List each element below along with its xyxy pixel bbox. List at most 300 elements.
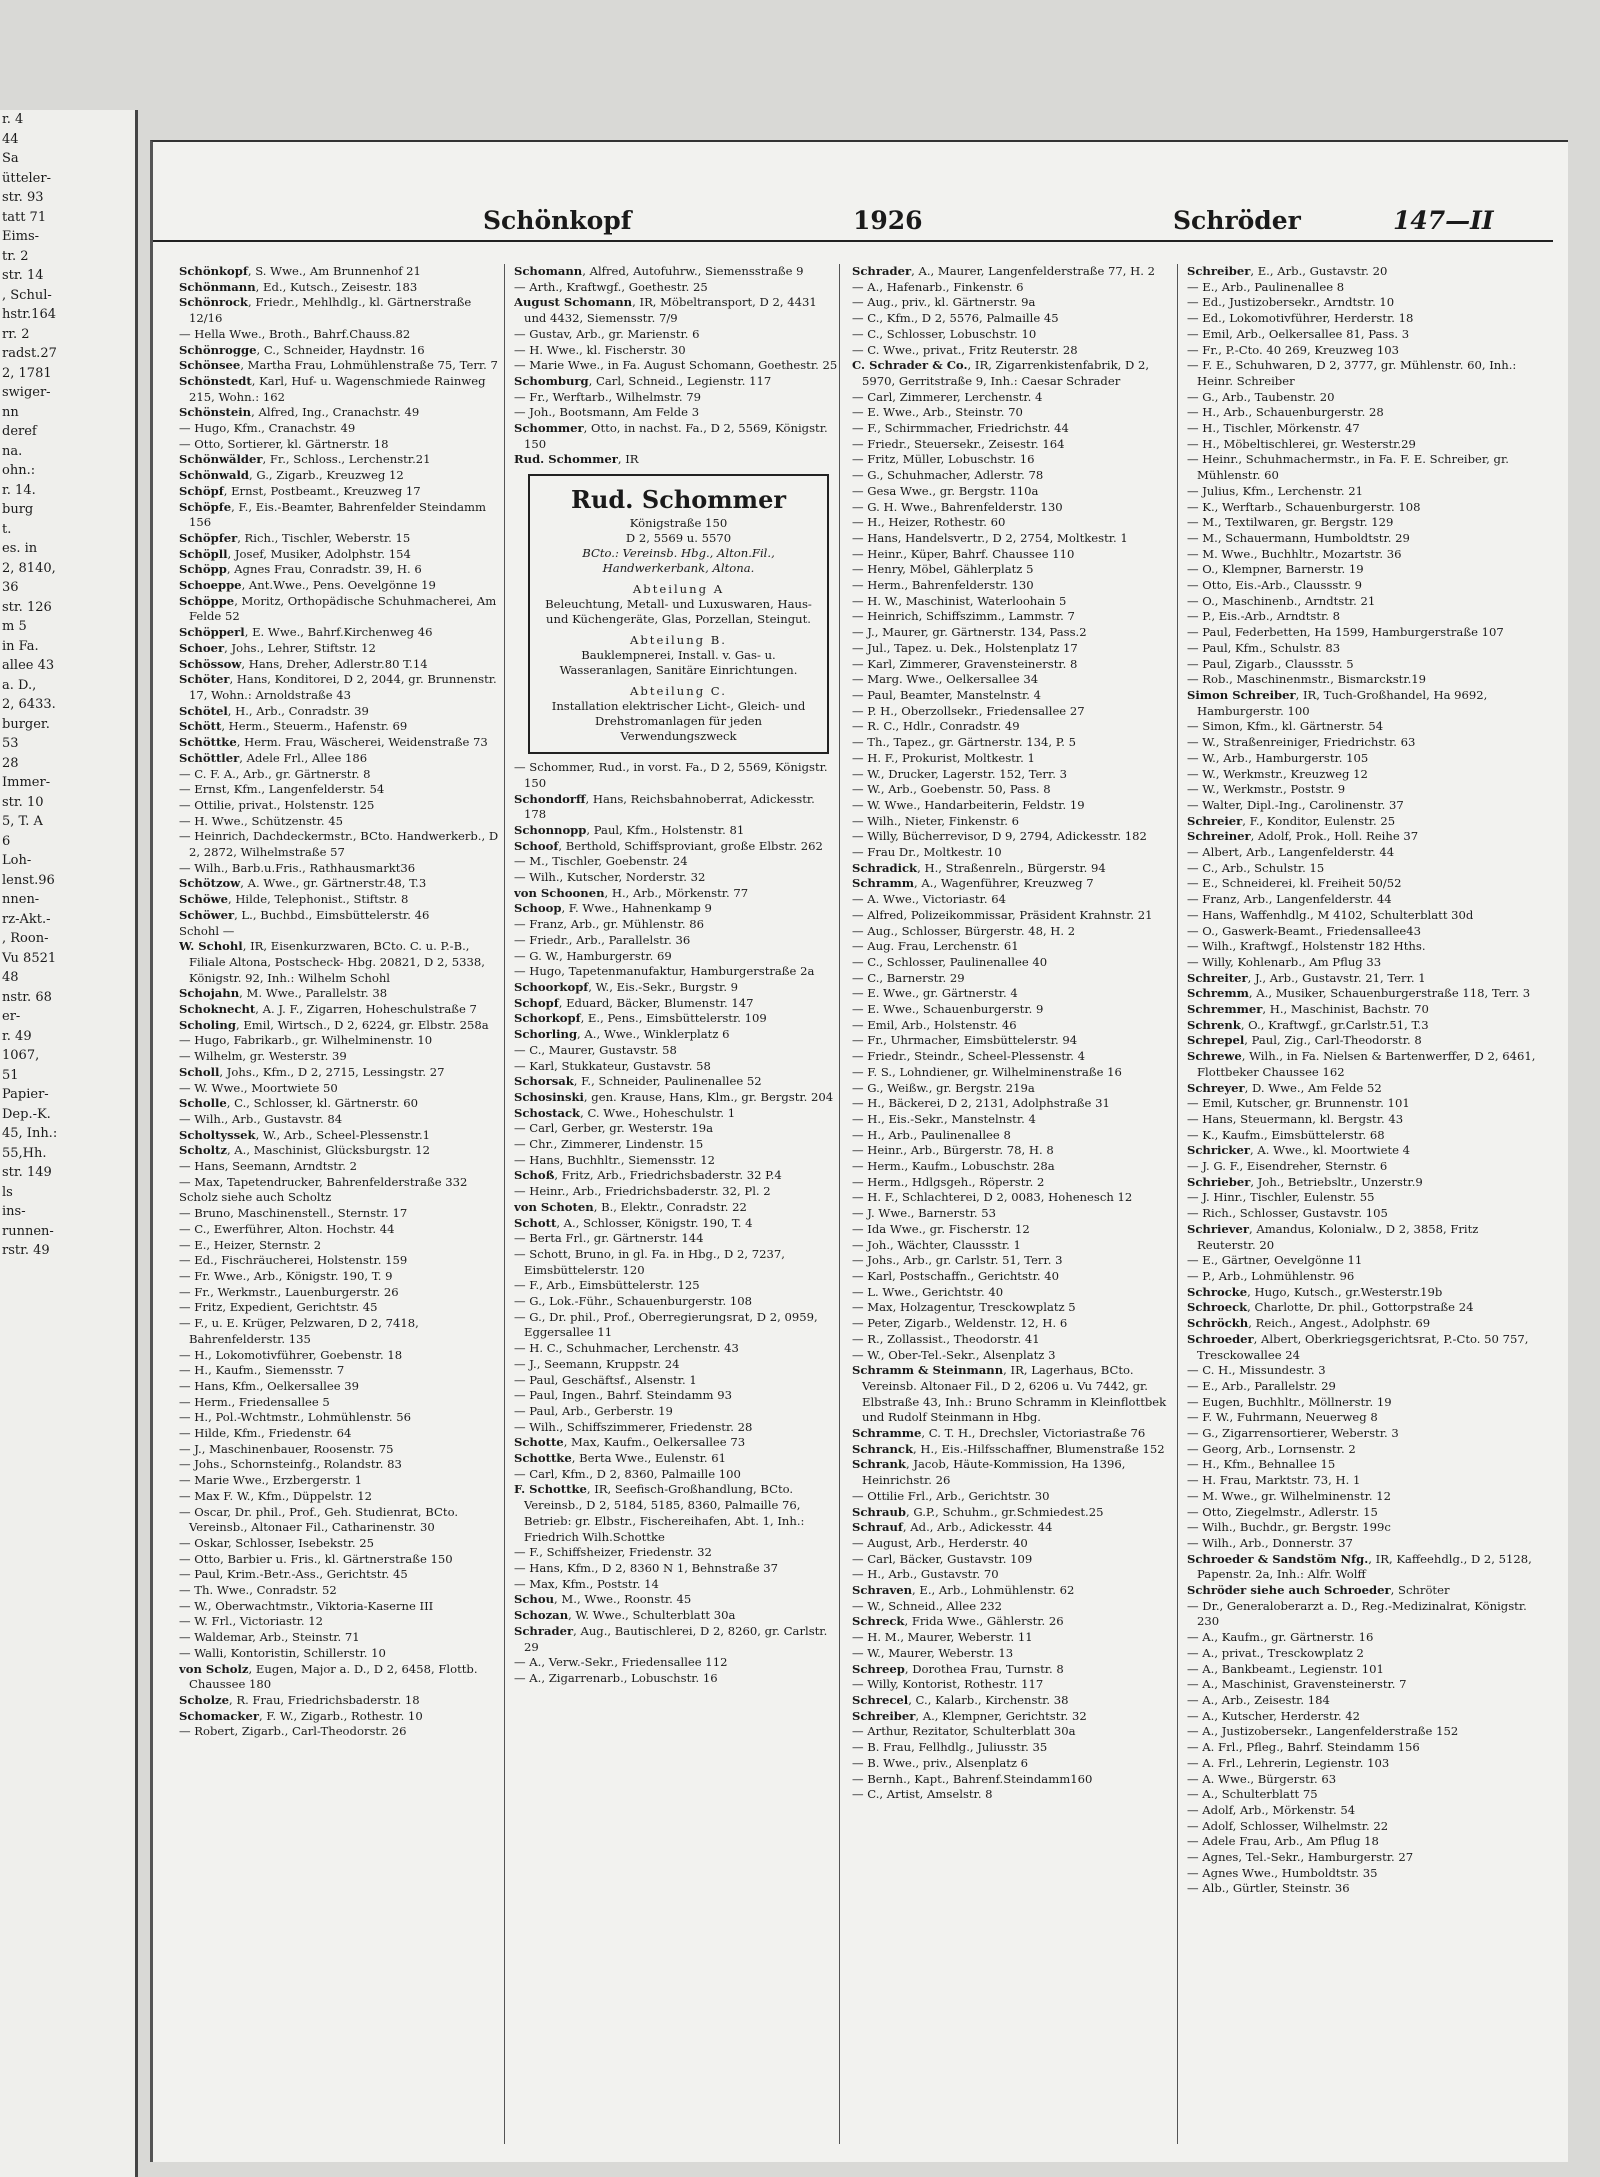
directory-entry: Schönkopf, S. Wwe., Am Brunnenhof 21 (179, 264, 421, 278)
directory-entry: — G., Schuhmacher, Adlerstr. 78 (852, 468, 1044, 483)
directory-entry: Schommer, Otto, in nachst. Fa., D 2, 5569, Königstr. 150 (514, 421, 828, 451)
directory-entry: — B. Wwe., priv., Alsenplatz 6 (852, 1755, 1029, 1770)
directory-entry: — H. W., Maschinist, Waterloohain 5 (852, 593, 1067, 608)
directory-entry: — Ed., Justizobersekr., Arndtstr. 10 (1187, 295, 1395, 310)
directory-entry: Schröckh, Reich., Angest., Adolphstr. 69 (1187, 1316, 1431, 1331)
directory-entry: Schrieber, Joh., Betriebsltr., Unzerstr.9 (1187, 1174, 1423, 1189)
directory-entry: Scholing, Emil, Wirtsch., D 2, 6224, gr. Elbstr. 258a (179, 1017, 489, 1032)
directory-entry: — E., Arb., Parallelstr. 29 (1187, 1378, 1336, 1393)
previous-page-fragment: 51 (2, 1067, 19, 1083)
directory-entry: von Schoten, B., Elektr., Conradstr. 22 (514, 1199, 747, 1214)
directory-entry: — J. Hinr., Tischler, Eulenstr. 55 (1187, 1190, 1375, 1205)
directory-entry: — Paul, Federbetten, Ha 1599, Hamburgerstraße 107 (1187, 625, 1504, 640)
directory-entry: — F., Schiffsheizer, Friedenstr. 32 (514, 1545, 712, 1560)
directory-entry: Schricker, A. Wwe., kl. Moortwiete 4 (1187, 1143, 1411, 1158)
directory-entry: Schrank, Jacob, Häute-Kommission, Ha 1396, Heinrichstr. 26 (852, 1457, 1126, 1488)
directory-entry: — Carl, Kfm., D 2, 8360, Palmaille 100 (514, 1466, 741, 1481)
column-2-entries-top (514, 264, 839, 468)
directory-entry: — F. W., Fuhrmann, Neuerweg 8 (1187, 1410, 1378, 1425)
previous-page-fragment: rstr. 49 (2, 1243, 50, 1258)
directory-entry: Schotte, Max, Kaufm., Oelkersallee 73 (514, 1435, 746, 1450)
directory-entry: — M. Wwe., Buchhltr., Mozartstr. 36 (1187, 546, 1402, 561)
directory-entry: Schrewe, Wilh., in Fa. Nielsen & Bartenwerffer, D 2, 6461, Flottbeker Chaussee 162 (1187, 1049, 1536, 1079)
directory-entry: — H., Bäckerei, D 2, 2131, Adolphstraße 31 (852, 1096, 1110, 1111)
directory-entry: Schojahn, M. Wwe., Parallelstr. 38 (179, 986, 388, 1001)
directory-entry: Schrader, A., Maurer, Langenfelderstraße 77, H. 2 (852, 264, 1156, 278)
previous-page-fragment: swiger- (2, 385, 51, 400)
directory-entry: Schremmer, H., Maschinist, Bachstr. 70 (1187, 1002, 1429, 1017)
directory-entry: — Karl, Stukkateur, Gustavstr. 58 (514, 1058, 711, 1073)
directory-entry: — Albert, Arb., Langenfelderstr. 44 (1187, 845, 1395, 860)
directory-entry: — Hans, Handelsvertr., D 2, 2754, Moltkestr. 1 (852, 530, 1128, 545)
directory-entry: — H. F., Schlachterei, D 2, 0083, Hohenesch 12 (852, 1190, 1133, 1205)
previous-page-fragment: 45, Inh.: (2, 1126, 58, 1141)
directory-entry: Schou, M., Wwe., Roonstr. 45 (514, 1592, 692, 1607)
directory-entry: Schoorkopf, W., Eis.-Sekr., Burgstr. 9 (514, 979, 739, 994)
page-number: 147—II (1393, 206, 1494, 235)
directory-entry: — Max, Holzagentur, Tresckowplatz 5 (852, 1300, 1076, 1315)
directory-entry: — Hugo, Tapetenmanufaktur, Hamburgerstraße 2a (514, 964, 815, 979)
directory-entry: Schozan, W. Wwe., Schulterblatt 30a (514, 1608, 736, 1623)
directory-entry: — Max, Tapetendrucker, Bahrenfelderstraße 332 (179, 1174, 468, 1189)
previous-page-fragment: rz-Akt.- (2, 911, 51, 927)
directory-entry: — Schommer, Rud., in vorst. Fa., D 2, 5569, Königstr. 150 (514, 760, 828, 790)
directory-entry: — F., Arb., Eimsbüttelerstr. 125 (514, 1278, 700, 1293)
directory-entry: — H., Arb., Paulinenallee 8 (852, 1127, 1011, 1142)
directory-entry: — Paul, Beamter, Manstelnstr. 4 (852, 687, 1041, 702)
directory-entry: — Hans, Buchhltr., Siemensstr. 12 (514, 1152, 715, 1167)
directory-entry: — A. Wwe., Bürgerstr. 63 (1187, 1771, 1337, 1786)
previous-page-fragment: deref (2, 424, 37, 439)
directory-entry: — Agnes Wwe., Humboldtstr. 35 (1187, 1865, 1378, 1880)
previous-page-fragment: Sa (2, 151, 19, 166)
directory-entry: Schöpf, Ernst, Postbeamt., Kreuzweg 17 (179, 483, 421, 498)
directory-entry: — Marie Wwe., Erzbergerstr. 1 (179, 1473, 363, 1488)
previous-page-fragment: Dep.-K. (2, 1106, 51, 1122)
previous-page-fragment: r. 4 (2, 112, 24, 127)
directory-entry: — Otto, Ziegelmstr., Adlerstr. 15 (1187, 1504, 1378, 1519)
directory-entry: — Wilh., Barb.u.Fris., Rathhausmarkt36 (179, 860, 416, 875)
directory-entry: Schrader, Aug., Bautischlerei, D 2, 8260, gr. Carlstr. 29 (514, 1623, 828, 1654)
directory-entry: — H., Arb., Schauenburgerstr. 28 (1187, 405, 1384, 420)
directory-entry: — Chr., Zimmerer, Lindenstr. 15 (514, 1137, 704, 1152)
directory-entry: Schopf, Eduard, Bäcker, Blumenstr. 147 (514, 995, 754, 1010)
directory-entry: — G., Dr. phil., Prof., Oberregierungsrat, D 2, 0959, Eggersallee 11 (514, 1309, 818, 1340)
directory-entry: — Marg. Wwe., Oelkersallee 34 (852, 672, 1039, 687)
previous-page-fragment: str. 14 (2, 268, 44, 283)
column-2-entries-bottom (514, 760, 839, 1686)
directory-entry: — Carl, Bäcker, Gustavstr. 109 (852, 1551, 1033, 1566)
directory-entry: — F., u. E. Krüger, Pelzwaren, D 2, 7418, Bahrenfelderstr. 135 (179, 1316, 419, 1346)
directory-entry: — W., Arb., Goebenstr. 50, Pass. 8 (852, 782, 1051, 797)
directory-entry: — Bruno, Maschinenstell., Sternstr. 17 (179, 1206, 408, 1221)
directory-entry: — Alfred, Polizeikommissar, Präsident Krahnstr. 21 (852, 907, 1153, 922)
previous-page-fragment: lenst.96 (2, 872, 55, 888)
previous-page-fragment: burger. (2, 716, 50, 732)
directory-entry: Schoeppe, Ant.Wwe., Pens. Oevelgönne 19 (179, 578, 436, 593)
directory-entry: Schondorff, Hans, Reichsbahnoberrat, Adickesstr. 178 (514, 791, 815, 822)
directory-entry: — Herm., Bahrenfelderstr. 130 (852, 578, 1034, 593)
directory-entry: Schrecel, C., Kalarb., Kirchenstr. 38 (852, 1692, 1069, 1707)
directory-entry: — W., Straßenreiniger, Friedrichstr. 63 (1187, 735, 1416, 750)
directory-entry: — C., Maurer, Gustavstr. 58 (514, 1042, 677, 1057)
directory-entry: — H., Tischler, Mörkenstr. 47 (1187, 421, 1360, 436)
directory-entry: — Aug. Frau, Lerchenstr. 61 (852, 939, 1019, 954)
previous-page-fragment: in Fa. (2, 638, 39, 654)
directory-entry: — Henry, Möbel, Gählerplatz 5 (852, 562, 1034, 577)
directory-entry: Schrepel, Paul, Zig., Carl-Theodorstr. 8 (1187, 1033, 1422, 1048)
previous-page-fragment: , Roon- (2, 931, 49, 946)
directory-entry: Schreiber, E., Arb., Gustavstr. 20 (1187, 264, 1388, 278)
directory-entry: Schroeck, Charlotte, Dr. phil., Gottorpstraße 24 (1187, 1300, 1474, 1315)
directory-entry: — August, Arb., Herderstr. 40 (852, 1535, 1028, 1550)
directory-entry: — Emil, Arb., Oelkersallee 81, Pass. 3 (1187, 326, 1410, 341)
previous-page-fragment: 2, 1781 (2, 365, 52, 381)
column-4 (1187, 264, 1537, 2144)
directory-entry: — H., Pol.-Wchtmstr., Lohmühlenstr. 56 (179, 1410, 412, 1425)
directory-entry: Schreiber, A., Klempner, Gerichtstr. 32 (852, 1708, 1087, 1723)
directory-entry: Schokneсht, A. J. F., Zigarren, Hoheschulstraße 7 (179, 1002, 477, 1017)
directory-entry: Schönsee, Martha Frau, Lohmühlenstraße 75, Terr. 7 (179, 358, 498, 373)
directory-entry: — Fr., Werftarb., Wilhelmstr. 79 (514, 389, 702, 404)
directory-entry: — A., Bankbeamt., Legienstr. 101 (1187, 1661, 1384, 1676)
directory-entry: — W., Arb., Hamburgerstr. 105 (1187, 750, 1369, 765)
directory-entry: Rud. Schommer, IR (514, 452, 639, 467)
directory-entry: — Willy, Kontorist, Rothestr. 117 (852, 1677, 1044, 1692)
directory-entry: Schötel, H., Arb., Conradstr. 39 (179, 703, 369, 718)
directory-entry: Schreiner, Adolf, Prok., Holl. Reihe 37 (1187, 829, 1419, 844)
directory-entry: Schöppe, Moritz, Orthopädische Schuhmacherei, Am Felde 52 (179, 593, 497, 624)
previous-page-fragment: 44 (2, 131, 19, 147)
directory-entry: Scholz siehe auch Scholtz (179, 1190, 332, 1205)
directory-entry: Schorkopf, E., Pens., Eimsbüttelerstr. 109 (514, 1011, 767, 1026)
directory-entry: Schramme, C. T. H., Drechsler, Victoriastraße 76 (852, 1426, 1146, 1441)
previous-page-fragment: str. 10 (2, 794, 44, 810)
directory-entry: — C. H., Missundestr. 3 (1187, 1363, 1326, 1378)
directory-entry: — Eugen, Buchhltr., Möllnerstr. 19 (1187, 1394, 1392, 1409)
directory-entry: — H. M., Maurer, Weberstr. 11 (852, 1630, 1033, 1645)
header-year: 1926 (853, 206, 923, 235)
previous-page-fragment: 2, 6433. (2, 697, 56, 712)
directory-entry: — Hans, Steuermann, kl. Bergstr. 43 (1187, 1111, 1404, 1126)
directory-entry: — Heinr., Arb., Friedrichsbaderstr. 32, Pl. 2 (514, 1184, 771, 1199)
previous-page-fragment: 5, T. A (2, 814, 43, 829)
directory-entry: — Georg, Arb., Lornsenstr. 2 (1187, 1441, 1356, 1456)
directory-entry: — F. S., Lohndiener, gr. Wilhelminenstraße 16 (852, 1064, 1122, 1079)
directory-entry: Schreyer, D. Wwe., Am Felde 52 (1187, 1080, 1382, 1095)
directory-entry: — Max F. W., Kfm., Düppelstr. 12 (179, 1488, 373, 1503)
directory-entry: Schött, Herm., Steuerm., Hafenstr. 69 (179, 719, 408, 734)
directory-entry: Schötzow, A. Wwe., gr. Gärtnerstr.48, T.3 (179, 876, 427, 891)
previous-page-fragment: a. D., (2, 677, 37, 693)
directory-entry: — Willy, Bücherrevisor, D 9, 2794, Adickesstr. 182 (852, 829, 1147, 844)
directory-entry: Schoer, Johs., Lehrer, Stiftstr. 12 (179, 640, 376, 655)
header-last-name: Schröder (1173, 206, 1301, 235)
previous-page-fragment: tr. 2 (2, 248, 29, 264)
directory-entry: Schroeder & Sandstöm Nfg., IR, Kaffeehdlg., D 2, 5128, Papenstr. 2a, Inh.: Alfr. Wolff (1187, 1551, 1532, 1582)
directory-entry: — Paul, Arb., Gerberstr. 19 (514, 1403, 673, 1418)
directory-entry: — Joh., Bootsmann, Am Felde 3 (514, 405, 700, 420)
directory-entry: — W., Maurer, Weberstr. 13 (852, 1645, 1014, 1660)
directory-entry: Schröder siehe auch Schroeder, Schröter (1187, 1583, 1450, 1598)
directory-page (150, 140, 1568, 2162)
directory-entry: Scholtz, A., Maschinist, Glücksburgstr. 12 (179, 1143, 431, 1158)
directory-entry: — H. Wwe., kl. Fischerstr. 30 (514, 342, 686, 357)
directory-entry: — A., Maschinist, Gravensteinerstr. 7 (1187, 1677, 1407, 1692)
directory-entry: — G., Zigarrensortierer, Weberstr. 3 (1187, 1426, 1399, 1441)
directory-entry: — C., Artist, Amselstr. 8 (852, 1787, 993, 1802)
directory-entry: — Wilh., Schiffszimmerer, Friedenstr. 28 (514, 1419, 753, 1434)
directory-entry: — Hans, Waffenhdlg., M 4102, Schulterblatt 30d (1187, 907, 1474, 922)
directory-entry: — Ed., Fischräucherei, Holstenstr. 159 (179, 1253, 408, 1268)
directory-entry: — Herm., Kaufm., Lobuschstr. 28a (852, 1159, 1055, 1174)
directory-entry: — M., Schauermann, Humboldtstr. 29 (1187, 530, 1410, 545)
column-1 (179, 264, 505, 2144)
directory-entry: — Jul., Tapez. u. Dek., Holstenplatz 17 (852, 640, 1078, 655)
directory-entry: — Schott, Bruno, in gl. Fa. in Hbg., D 2, 7237, Eimsbüttelerstr. 120 (514, 1246, 785, 1277)
directory-entry: — Fr. Wwe., Arb., Königstr. 190, T. 9 (179, 1269, 393, 1283)
directory-entry: — H. C., Schuhmacher, Lerchenstr. 43 (514, 1341, 739, 1356)
directory-entry: Schoop, F. Wwe., Hahnenkamp 9 (514, 901, 712, 916)
directory-entry: — Joh., Wächter, Claussstr. 1 (852, 1237, 1021, 1252)
directory-entry: — Franz, Arb., gr. Mühlenstr. 86 (514, 917, 705, 932)
directory-entry: — M., Textilwaren, gr. Bergstr. 129 (1187, 515, 1394, 530)
directory-entry: — W., Schneid., Allee 232 (852, 1598, 1002, 1613)
directory-entry: Schöwer, L., Buchbd., Eimsbüttelerstr. 46 (179, 907, 430, 922)
directory-entry: Schranck, H., Eis.-Hilfsschaffner, Blumenstraße 152 (852, 1441, 1165, 1456)
directory-entry: — Max, Kfm., Poststr. 14 (514, 1576, 659, 1591)
directory-entry: — A., Kaufm., gr. Gärtnerstr. 16 (1187, 1630, 1374, 1645)
directory-entry: — G. W., Hamburgerstr. 69 (514, 948, 672, 963)
directory-entry: Schosinski, gen. Krause, Hans, Klm., gr. Bergstr. 204 (514, 1089, 834, 1104)
directory-entry: — H., Möbeltischlerei, gr. Westerstr.29 (1187, 436, 1416, 451)
directory-entry: — W. Frl., Victoriastr. 12 (179, 1614, 324, 1629)
directory-entry: — C., Schlosser, Lobuschstr. 10 (852, 326, 1037, 341)
directory-entry: — Oscar, Dr. phil., Prof., Geh. Studienrat, BCto. Vereinsb., Altonaer Fil., Catharinenstr. 30 (179, 1504, 459, 1535)
directory-entry: — Friedr., Steuersekr., Zeisestr. 164 (852, 436, 1065, 451)
previous-page-fragment: m 5 (2, 619, 27, 634)
directory-entry: — Ed., Lokomotivführer, Herderstr. 18 (1187, 311, 1414, 326)
previous-page-fragment: nn (2, 404, 19, 420)
directory-entry: Schremm, A., Musiker, Schauenburgerstraße 118, Terr. 3 (1187, 986, 1531, 1001)
column-3 (852, 264, 1178, 2144)
directory-entry: — Berta Frl., gr. Gärtnerstr. 144 (514, 1231, 704, 1246)
directory-entry: Schössow, Hans, Dreher, Adlerstr.80 T.14 (179, 656, 428, 671)
directory-entry: Schönwald, G., Zigarb., Kreuzweg 12 (179, 468, 404, 483)
previous-page-fragment: , Schul- (2, 287, 52, 303)
directory-entry: — Marie Wwe., in Fa. August Schomann, Goethestr. 25 (514, 358, 838, 373)
directory-entry: — Fr., Werkmstr., Lauenburgerstr. 26 (179, 1284, 399, 1299)
directory-entry: — Paul, Krim.-Betr.-Ass., Gerichtstr. 45 (179, 1567, 408, 1582)
directory-entry: — Adolf, Arb., Mörkenstr. 54 (1187, 1802, 1356, 1817)
directory-entry: — Karl, Postschaffn., Gerichtstr. 40 (852, 1269, 1059, 1283)
directory-entry: — P. H., Oberzollsekr., Friedensallee 27 (852, 703, 1085, 718)
directory-entry: — A., Hafenarb., Finkenstr. 6 (852, 279, 1024, 294)
previous-page-fragment: str. 126 (2, 599, 52, 615)
directory-entry: — Ottilie, privat., Holstenstr. 125 (179, 797, 375, 812)
directory-entry: — E., Heizer, Sternstr. 2 (179, 1237, 322, 1252)
directory-entry: — Fr., P.-Cto. 40 269, Kreuzweg 103 (1187, 342, 1399, 357)
directory-entry: Schomacker, F. W., Zigarb., Rothestr. 10 (179, 1708, 423, 1723)
directory-entry: — J., Maurer, gr. Gärtnerstr. 134, Pass.2 (852, 625, 1087, 640)
previous-page-fragment: burg (2, 502, 34, 517)
directory-entry: — W., Werkmstr., Kreuzweg 12 (1187, 766, 1368, 781)
directory-entry: Schorsak, F., Schneider, Paulinenallee 52 (514, 1074, 762, 1089)
ad-section-a-title: Abteilung A (632, 582, 725, 597)
directory-entry: — E., Arb., Paulinenallee 8 (1187, 279, 1345, 294)
directory-entry: — Fritz, Expedient, Gerichtstr. 45 (179, 1300, 378, 1315)
directory-entry: — Herm., Friedensallee 5 (179, 1394, 330, 1409)
directory-entry: Schöpfe, F., Eis.-Beamter, Bahrenfelder Steindamm 156 (179, 499, 487, 530)
directory-entry: — Alb., Gürtler, Steinstr. 36 (1187, 1881, 1350, 1896)
directory-entry: — W. Wwe., Handarbeiterin, Feldstr. 19 (852, 797, 1085, 812)
directory-entry: — J., Seemann, Kruppstr. 24 (514, 1356, 680, 1371)
directory-entry: — P., Eis.-Arb., Arndtstr. 8 (1187, 609, 1340, 624)
directory-entry: — Franz, Arb., Langenfelderstr. 44 (1187, 892, 1392, 907)
ad-section-c-title: Abteilung C. (630, 684, 727, 699)
ad-title: Rud. Schommer (571, 485, 786, 515)
directory-entry: — A., Zigarrenarb., Lobuschstr. 16 (514, 1670, 718, 1685)
previous-page-fragment: es. in (2, 541, 38, 556)
directory-entry: — Hugo, Fabrikarb., gr. Wilhelminenstr. 10 (179, 1033, 433, 1048)
directory-entry: — H. F., Prokurist, Moltkestr. 1 (852, 750, 1035, 765)
previous-page-fragment: r. 49 (2, 1028, 32, 1044)
directory-entry: — A., Justizobersekr., Langenfelderstraße 152 (1187, 1724, 1459, 1739)
directory-entry: Schradick, H., Straßenreln., Bürgerstr. 94 (852, 860, 1106, 875)
directory-entry: — K., Kaufm., Eimsbüttelerstr. 68 (1187, 1127, 1385, 1142)
directory-entry: — Paul, Ingen., Bahrf. Steindamm 93 (514, 1388, 732, 1403)
directory-entry: — Wilh., Arb., Donnerstr. 37 (1187, 1535, 1353, 1550)
previous-page-fragment: rr. 2 (2, 326, 30, 342)
directory-entry: Schöttke, Herm. Frau, Wäscherei, Weidenstraße 73 (179, 735, 488, 750)
page-header (153, 200, 1553, 242)
directory-entry: — P., Arb., Lohmühlenstr. 96 (1187, 1269, 1355, 1283)
directory-entry: Schrauf, Ad., Arb., Adickesstr. 44 (852, 1520, 1053, 1535)
directory-entry: Schrenk, O., Kraftwgf., gr.Carlstr.51, T.3 (1187, 1017, 1429, 1032)
directory-entry: Schöpfer, Rich., Tischler, Weberstr. 15 (179, 530, 411, 545)
directory-entry: Schomburg, Carl, Schneid., Legienstr. 117 (514, 373, 772, 388)
directory-entry: Schoß, Fritz, Arb., Friedrichsbaderstr. 32 P.4 (514, 1168, 782, 1183)
directory-entry: Schott, A., Schlosser, Königstr. 190, T. 4 (514, 1215, 753, 1230)
directory-entry: August Schomann, IR, Möbeltransport, D 2, 4431 und 4432, Siemensstr. 7/9 (514, 295, 817, 326)
directory-entry: — Th., Tapez., gr. Gärtnerstr. 134, P. 5 (852, 735, 1076, 750)
directory-entry: — Aug., Schlosser, Bürgerstr. 48, H. 2 (852, 923, 1076, 938)
previous-page-fragment: str. 93 (2, 190, 44, 205)
directory-entry: — A. Wwe., Victoriastr. 64 (852, 892, 1006, 907)
directory-entry: — Emil, Kutscher, gr. Brunnenstr. 101 (1187, 1096, 1410, 1111)
directory-entry: — C. Wwe., privat., Fritz Reuterstr. 28 (852, 342, 1078, 357)
previous-page-fragment: 1067, (2, 1048, 40, 1063)
directory-entry: — Heinr., Schuhmachermstr., in Fa. F. E. Schreiber, gr. Mühlenstr. 60 (1187, 452, 1509, 483)
directory-entry: — C., Barnerstr. 29 (852, 970, 965, 985)
directory-entry: — Dr., Generaloberarzt a. D., Reg.-Medizinalrat, Königstr. 230 (1187, 1598, 1527, 1629)
directory-entry: Schraven, E., Arb., Lohmühlenstr. 62 (852, 1583, 1075, 1598)
directory-entry: — M. Wwe., gr. Wilhelminenstr. 12 (1187, 1488, 1391, 1503)
directory-entry: — H., Arb., Gustavstr. 70 (852, 1567, 999, 1582)
directory-entry: — Aug., priv., kl. Gärtnerstr. 9a (852, 295, 1036, 310)
directory-entry: — Otto, Barbier u. Fris., kl. Gärtnerstraße 150 (179, 1551, 453, 1566)
directory-entry: W. Schohl, IR, Eisenkurzwaren, BCto. C. u. P.-B., Filiale Altona, Postscheck- Hbg. 20821, D 2, 5338, Königstr. 92, Inh.: Wilhelm Schohl (179, 939, 485, 985)
directory-entry: Schöpll, Josef, Musiker, Adolphstr. 154 (179, 546, 411, 561)
directory-entry: — Ida Wwe., gr. Fischerstr. 12 (852, 1221, 1030, 1236)
directory-entry: Schönwälder, Fr., Schloss., Lerchenstr.21 (179, 452, 431, 467)
directory-entry: Schrocke, Hugo, Kutsch., gr.Westerstr.19b (1187, 1284, 1443, 1299)
directory-entry: — W., Ober-Tel.-Sekr., Alsenplatz 3 (852, 1347, 1056, 1362)
ad-section-b-text: Bauklempnerei, Install. v. Gas- u. Wasseranlagen, Sanitäre Einrichtungen. (559, 648, 798, 678)
directory-entry: — E., Schneiderei, kl. Freiheit 50/52 (1187, 876, 1402, 891)
directory-entry: — Otto, Eis.-Arb., Claussstr. 9 (1187, 578, 1363, 593)
directory-entry: — H., Heizer, Rothestr. 60 (852, 515, 1006, 530)
directory-entry: — Robert, Zigarb., Carl-Theodorstr. 26 (179, 1724, 407, 1739)
directory-entry: — Bernh., Kapt., Bahrenf.Steindamm160 (852, 1771, 1093, 1786)
previous-page-fragment: runnen- (2, 1223, 54, 1239)
directory-entry: — Herm., Hdlgsgeh., Röperstr. 2 (852, 1174, 1045, 1189)
directory-entry: — Hugo, Kfm., Cranachstr. 49 (179, 421, 356, 436)
directory-entry: — A., Kutscher, Herderstr. 42 (1187, 1708, 1360, 1723)
entry-columns (179, 264, 1543, 2144)
directory-entry: — G., Arb., Taubenstr. 20 (1187, 389, 1335, 404)
directory-entry: Schönstein, Alfred, Ing., Cranachstr. 49 (179, 405, 420, 420)
directory-entry: — Ottilie Frl., Arb., Gerichtstr. 30 (852, 1488, 1050, 1503)
directory-entry: — H., Kaufm., Siemensstr. 7 (179, 1363, 345, 1378)
directory-entry: Schraub, G.P., Schuhm., gr.Schmiedest.25 (852, 1504, 1104, 1519)
directory-entry: — A., Schulterblatt 75 (1187, 1787, 1318, 1802)
directory-entry: — C., Ewerführer, Alton. Hochstr. 44 (179, 1221, 395, 1236)
directory-entry: — Friedr., Steindr., Scheel-Plessenstr. 4 (852, 1049, 1086, 1064)
directory-entry: Scholle, C., Schlosser, kl. Gärtnerstr. 60 (179, 1096, 419, 1111)
header-first-name: Schönkopf (483, 206, 632, 235)
directory-entry: — J. G. F., Eisendreher, Sternstr. 6 (1187, 1159, 1388, 1174)
directory-entry: — Carl, Zimmerer, Lerchenstr. 4 (852, 389, 1043, 404)
directory-entry: Simon Schreiber, IR, Tuch-Großhandel, Ha 9692, Hamburgerstr. 100 (1187, 687, 1488, 718)
directory-entry: — O., Gaswerk-Beamt., Friedensallee43 (1187, 923, 1422, 938)
directory-entry: Schomann, Alfred, Autofuhrw., Siemensstraße 9 (514, 264, 804, 278)
directory-entry: — Emil, Arb., Holstenstr. 46 (852, 1017, 1017, 1032)
directory-entry: — Hans, Kfm., D 2, 8360 N 1, Behnstraße 37 (514, 1561, 779, 1575)
directory-entry: — Friedr., Arb., Parallelstr. 36 (514, 932, 691, 947)
directory-entry: — R., Zollassist., Theodorstr. 41 (852, 1331, 1040, 1346)
directory-entry: — Adolf, Schlosser, Wilhelmstr. 22 (1187, 1818, 1389, 1833)
directory-entry: — E. Wwe., Arb., Steinstr. 70 (852, 405, 1023, 420)
directory-entry: — Adele Frau, Arb., Am Pflug 18 (1187, 1834, 1379, 1849)
directory-entry: — F. E., Schuhwaren, D 2, 3777, gr. Mühlenstr. 60, Inh.: Heinr. Schreiber (1187, 358, 1517, 388)
directory-entry: Schönmann, Ed., Kutsch., Zeisestr. 183 (179, 279, 418, 294)
directory-entry: — A. Frl., Pfleg., Bahrf. Steindamm 156 (1187, 1740, 1420, 1755)
directory-entry: — H. Frau, Marktstr. 73, H. 1 (1187, 1473, 1361, 1488)
directory-entry: — Waldemar, Arb., Steinstr. 71 (179, 1630, 360, 1645)
directory-entry: — Walli, Kontoristin, Schillerstr. 10 (179, 1645, 386, 1660)
directory-entry: — K., Werftarb., Schauenburgerstr. 108 (1187, 499, 1421, 514)
directory-entry: — O., Maschinenb., Arndtstr. 21 (1187, 593, 1376, 608)
directory-entry: Schönrock, Friedr., Mehlhdlg., kl. Gärtnerstraße 12/16 (179, 295, 472, 326)
directory-entry: Schreep, Dorothea Frau, Turnstr. 8 (852, 1661, 1064, 1676)
directory-entry: — B. Frau, Fellhdlg., Juliusstr. 35 (852, 1740, 1048, 1755)
directory-entry: — L. Wwe., Gerichtstr. 40 (852, 1284, 1004, 1299)
directory-entry: Schroeder, Albert, Oberkriegsgerichtsrat, P.-Cto. 50 757, Tresckowallee 24 (1187, 1331, 1529, 1362)
directory-entry: — C. F. A., Arb., gr. Gärtnerstr. 8 (179, 766, 371, 781)
directory-entry: — Simon, Kfm., kl. Gärtnerstr. 54 (1187, 719, 1384, 734)
ad-phone: D 2, 5569 u. 5570 (625, 531, 732, 546)
directory-entry: — A., Arb., Zeisestr. 184 (1187, 1692, 1330, 1707)
directory-entry: — G. H. Wwe., Bahrenfelderstr. 130 (852, 499, 1063, 514)
directory-entry: — M., Tischler, Goebenstr. 24 (514, 854, 688, 869)
schommer-advertisement (528, 474, 829, 754)
previous-page-fragment: radst.27 (2, 346, 57, 361)
directory-entry: Schoof, Berthold, Schiffsproviant, große Elbstr. 262 (514, 838, 823, 853)
directory-entry: Schöwe, Hilde, Telephonist., Stiftstr. 8 (179, 892, 409, 907)
previous-page-fragment: 48 (2, 970, 19, 985)
directory-entry: — H. Wwe., Schützenstr. 45 (179, 813, 343, 828)
